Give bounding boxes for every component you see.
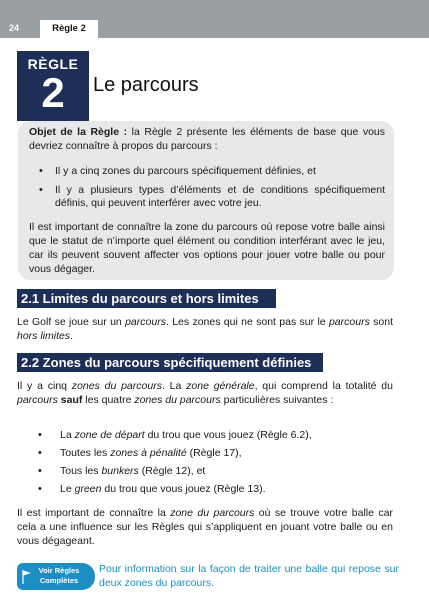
- list-item: • Toutes les zones à pénalité (Règle 17),: [38, 447, 368, 465]
- section-heading-2-1: 2.1 Limites du parcours et hors limites: [17, 289, 276, 308]
- section-heading-2-2: 2.2 Zones du parcours spécifiquement définies: [17, 353, 323, 372]
- see-full-rules-button[interactable]: [17, 563, 95, 590]
- rule-number: 2: [41, 69, 65, 116]
- list-item: • La zone de départ du trou que vous jouez (Règle 6.2),: [38, 429, 368, 447]
- page-number: 24: [9, 23, 20, 33]
- objective-intro: Objet de la Règle : la Règle 2 présente les éléments de base que vous devriez connaître à propos du parcours :: [29, 126, 386, 152]
- section-2-2-intro: Il y a cinq zones du parcours. La zone générale, qui comprend la totalité du parcours sauf les quatre zones du parcours particulières suivantes :: [17, 380, 393, 406]
- list-item: • Le green du trou que vous jouez (Règle 13).: [38, 483, 368, 501]
- list-item: • Tous les bunkers (Règle 12), et: [38, 465, 368, 483]
- see-full-rules-label: Voir Règles Complètes: [38, 566, 80, 585]
- objective-label: Objet de la Règle :: [29, 126, 128, 138]
- objective-box: [18, 121, 394, 280]
- rule-word: RÈGLE: [27, 56, 79, 72]
- section-2-2-closing: Il est important de connaître la zone du parcours où se trouve votre balle car cela a une influence sur les Règles qui s’appliquent en jouant votre balle ou en vous dégageant.: [17, 507, 393, 547]
- objective-bullet-list: [39, 165, 385, 216]
- course-areas-list: [38, 429, 368, 501]
- page-header-bar: [0, 0, 429, 38]
- list-item: • Il y a cinq zones du parcours spécifiquement définies, et: [39, 165, 385, 179]
- rule-tab: Règle 2: [40, 20, 98, 38]
- section-2-1-text: Le Golf se joue sur un parcours. Les zones qui ne sont pas sur le parcours sont hors limites.: [17, 316, 393, 342]
- objective-paragraph: Il est important de connaître la zone du parcours où repose votre balle ainsi que le statut de n’importe quel élément ou condition interférant avec le jeu, car ils peuvent souvent affecter vos options pour jouer votre balle ou pour vous dégager.: [29, 221, 385, 275]
- see-full-rules-note: Pour information sur la façon de traiter une balle qui repose sur deux zones du parcours.: [99, 563, 399, 589]
- page-title: Le parcours: [93, 74, 199, 96]
- list-item: • Il y a plusieurs types d’éléments et de conditions spécifiquement définis, qui peuvent interférer avec votre jeu.: [39, 184, 385, 211]
- rule-number-badge: [17, 51, 89, 121]
